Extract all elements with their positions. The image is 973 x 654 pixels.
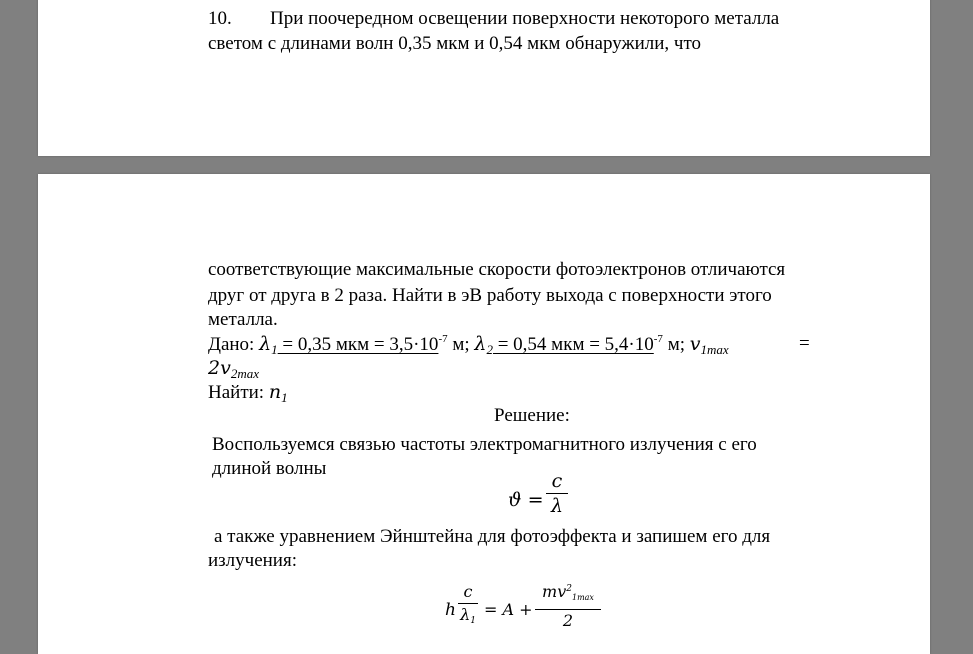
equation-2-mv-sub: 1max (571, 593, 594, 602)
lambda2-value: = 0,54 мкм = 5,4·10 (492, 334, 654, 355)
given-equals: = (799, 333, 810, 354)
equation-2-denominator-1 (458, 605, 478, 631)
lambda1-unit: м; (447, 334, 470, 355)
document-page-2 (38, 174, 930, 654)
equation-2-fraction-1 (458, 582, 478, 631)
equation-2-numerator-2 (535, 582, 601, 608)
equation-2-fraction-2 (535, 582, 601, 631)
equation-1-lhs: ϑ = (508, 489, 544, 511)
equation-2-denominator-2: 2 (562, 611, 574, 630)
equation-1-numerator: c (551, 470, 563, 492)
find-sub: 1 (281, 390, 288, 405)
v1-sub: 1max (700, 342, 729, 357)
equation-2-mv: mv (542, 582, 567, 601)
document-page-1 (38, 0, 930, 156)
equation-1-bar (546, 493, 568, 494)
problem-text-line-2: светом с длинами волн 0,35 мкм и 0,54 мкм обнаружили, что (208, 33, 702, 54)
v1-symbol: v (689, 333, 701, 355)
equation-2-numerator-1: c (463, 582, 473, 601)
problem-number: 10. (208, 8, 232, 29)
lambda1-value: = 0,35 мкм = 3,5·10 (277, 334, 439, 355)
given-label: Дано: (208, 334, 255, 355)
problem-text-line-3: соответствующие максимальные скорости фотоэлектронов отличаются (208, 259, 786, 280)
solution-text-1-line-2: длиной волны (212, 458, 327, 479)
lambda2-symbol: λ (474, 333, 487, 355)
equation-1-fraction (546, 470, 568, 517)
solution-text-2-line-1: а также уравнением Эйнштейна для фотоэффекта и запишем его для (214, 526, 771, 547)
lambda2-unit: м; (662, 334, 685, 355)
v2-sub: 2max (230, 366, 259, 381)
lambda2-sub: 2 (486, 342, 493, 357)
problem-text-line-5: металла. (208, 309, 278, 330)
equation-1-denominator: λ (550, 495, 564, 517)
equation-2-h: h (445, 600, 456, 620)
equation-2-lambda-sub: 1 (470, 616, 476, 626)
solution-text-1-line-1: Воспользуемся связью частоты электромагнитного излучения с его (212, 434, 757, 455)
lambda1-sub: 1 (271, 342, 278, 357)
lambda1-symbol: λ (259, 333, 272, 355)
problem-text-line-1: При поочередном освещении поверхности некоторого металла (270, 8, 780, 29)
find-symbol: n (268, 381, 282, 403)
equation-2-lambda: λ (460, 605, 471, 624)
equation-2-bar-2 (535, 609, 601, 610)
v2-coef: 2v (208, 357, 231, 379)
lambda2-exp: -7 (653, 333, 663, 345)
problem-text-line-4: друг от друга в 2 раза. Найти в эВ работу выхода с поверхности этого (208, 285, 772, 306)
equation-2-middle: = A + (484, 600, 533, 619)
solution-text-2-line-2: излучения: (208, 550, 297, 571)
given-line (208, 332, 729, 357)
lambda1-exp: -7 (438, 333, 448, 345)
solution-heading: Решение: (494, 405, 570, 426)
find-label: Найти: (208, 382, 265, 403)
equation-2-bar-1 (458, 603, 478, 604)
given-line-2 (208, 356, 259, 381)
find-line (208, 380, 288, 405)
equation-2-mv-sup: 2 (566, 584, 572, 594)
